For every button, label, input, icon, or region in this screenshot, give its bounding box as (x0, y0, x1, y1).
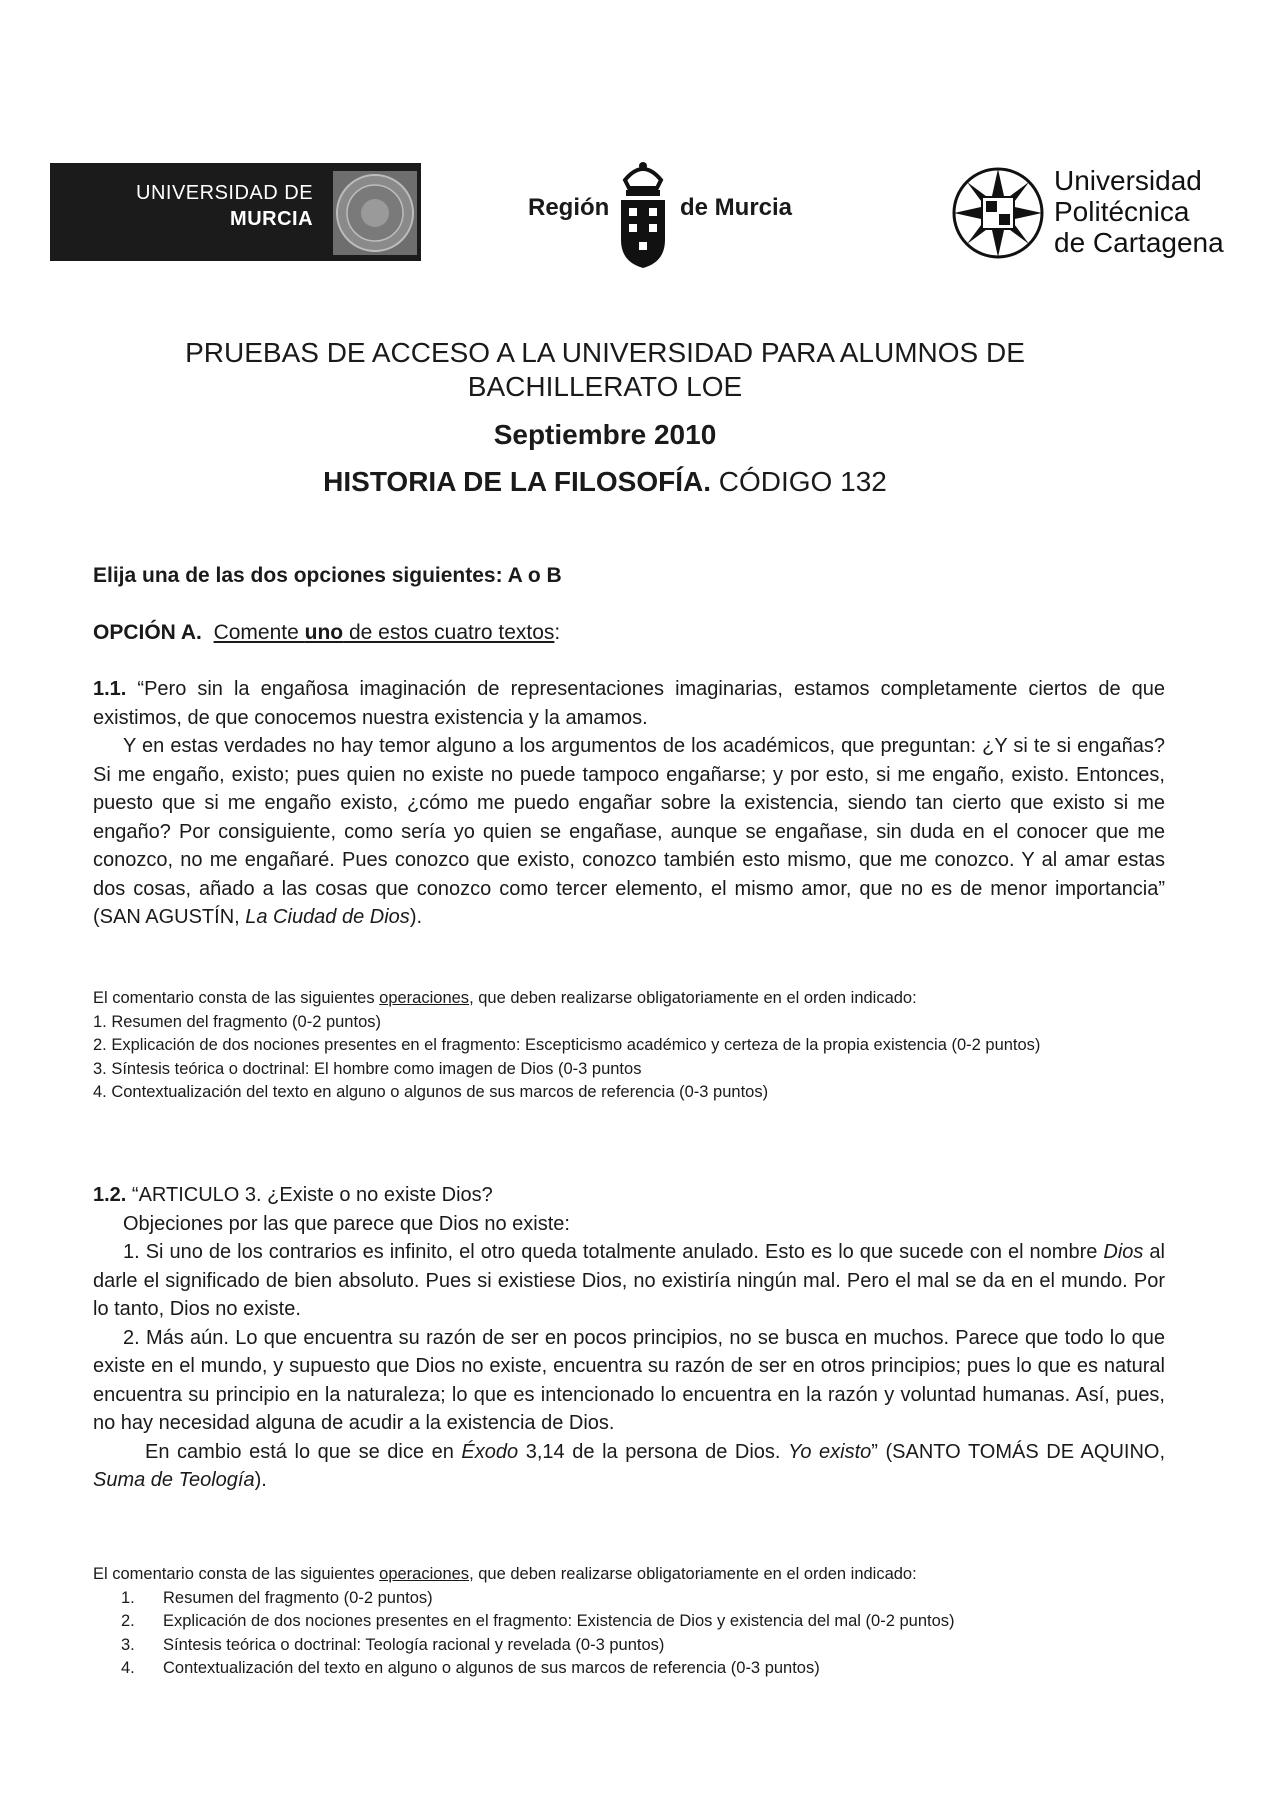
text-1-2 (93, 1181, 1165, 1495)
universidad-murcia-logo (50, 163, 421, 261)
objection-1: 1. Si uno de los contrarios es infinito, el otro queda totalmente anulado. Esto es lo que sucede con el nombre Dios al darle el significado de bien absoluto. Pues si existiese Dios, no existiría ningún mal. Pero el mal se da en el mundo. Por lo tanto, Dios no existe. (93, 1241, 1165, 1320)
option-instruction-1: Comente (213, 621, 305, 644)
compass-emblem-icon (952, 167, 1044, 259)
text-1-2-heading: “ARTICULO 3. ¿Existe o no existe Dios? (126, 1184, 493, 1206)
logo-rm-left: Región (528, 194, 610, 221)
subject-name: HISTORIA DE LA FILOSOFÍA. (323, 466, 711, 497)
citation-post: ). (409, 906, 423, 928)
instruction-choose: Elija una de las dos opciones siguientes: A o B (93, 564, 562, 587)
region-murcia-logo (528, 158, 798, 270)
exam-title-line2: BACHILLERATO LOE (467, 371, 743, 402)
citation-pre: (SAN AGUSTÍN, (93, 906, 246, 928)
logo-rm-right: de Murcia (680, 194, 793, 221)
option-a-heading (93, 619, 1165, 648)
sed-contra: En cambio está lo que se dice en Éxodo 3,14 de la persona de Dios. Yo existo” (SANTO TOMÁS DE AQUINO, Suma de Teología). (93, 1440, 1166, 1491)
seal-icon (333, 171, 417, 255)
operations-intro: El comentario consta de las siguientes operaciones, que deben realizarse obligatoriamente en el orden indicado: (93, 1565, 917, 1583)
subject-code: CÓDIGO 132 (711, 466, 887, 497)
operation-item: 1. Resumen del fragmento (0-2 puntos) (93, 1012, 381, 1031)
operation-item: 1. Resumen del fragmento (0-2 puntos) (121, 1588, 433, 1607)
operations-list-2 (93, 1563, 1165, 1681)
logo-upct-line1: Universidad (1054, 165, 1202, 196)
text-number: 1.1. (93, 678, 127, 700)
operation-item: 2. Explicación de dos nociones presentes en el fragmento: Escepticismo académico y certeza de la propia existencia (0-2 puntos) (93, 1036, 1041, 1054)
citation-work: La Ciudad de Dios (245, 906, 410, 928)
logo-um-line1: UNIVERSIDAD DE (136, 182, 314, 204)
operation-item: 3. Síntesis teórica o doctrinal: Teología racional y revelada (0-3 puntos) (121, 1635, 665, 1654)
text-1-1 (93, 675, 1165, 932)
coat-of-arms-icon (613, 158, 673, 270)
operations-intro: El comentario consta de las siguientes operaciones, que deben realizarse obligatoriamente en el orden indicado: (93, 989, 917, 1007)
logo-upct-line3: de Cartagena (1054, 227, 1224, 258)
operation-item: 3. Síntesis teórica o doctrinal: El hombre como imagen de Dios (0-3 puntos (93, 1059, 642, 1078)
text-1-1-para2: Y en estas verdades no hay temor alguno a los argumentos de los académicos, que preguntan: ¿Y si te si engañas? Si me engaño, existo; pues quien no existe no puede tampoco engañarse; y por esto, si me engaño, existo. Entonces, puesto que si me engaño existo, ¿cómo me puedo engañar sobre la existencia, siendo tan cierto que existo si me engaño? Por consiguiente, como sería yo quien se engañase, aunque se engañase, sin duda en el conocer que me conozco, no me engañaré. Pues conozco que existo, conozco también esto mismo, que me conozco. Y al amar estas dos cosas, añado a las cosas que conozco como tercer elemento, el mismo amor, que no es de menor importancia” (93, 735, 1165, 900)
exam-date: Septiembre 2010 (493, 419, 717, 450)
objections-intro: Objeciones por las que parece que Dios no existe: (123, 1212, 570, 1235)
operation-item: 4. Contextualización del texto en alguno o algunos de sus marcos de referencia (0-3 puntos) (93, 1083, 769, 1101)
operation-item: 2. Explicación de dos nociones presentes en el fragmento: Existencia de Dios y existencia del mal (0-2 puntos) (121, 1612, 955, 1630)
option-instruction-bold: uno (304, 621, 344, 644)
exam-subject (0, 466, 1210, 498)
option-colon: : (554, 621, 561, 644)
exam-title (0, 336, 1210, 404)
objection-2: 2. Más aún. Lo que encuentra su razón de ser en pocos principios, no se busca en muchos. Parece que todo lo que existe en el mundo, y supuesto que Dios no existe, encuentra su razón de ser en otros principios; pues lo que es natural encuentra su principio en la naturaleza; lo que es intencionado lo encuentra en la razón y voluntad humanas. Así, pues, no hay necesidad alguna de acudir a la existencia de Dios. (93, 1326, 1165, 1434)
text-number: 1.2. (93, 1184, 127, 1206)
upct-logo (952, 165, 1234, 261)
operations-list-1 (93, 987, 1165, 1105)
option-label: OPCIÓN A. (93, 621, 202, 644)
logo-upct-line2: Politécnica (1054, 196, 1190, 227)
text-1-1-para1: “Pero sin la engañosa imaginación de representaciones imaginarias, estamos completamente ciertos de que existimos, de que conocemos nuestra existencia y la amamos. (93, 678, 1165, 729)
operation-item: 4. Contextualización del texto en alguno o algunos de sus marcos de referencia (0-3 puntos) (121, 1659, 820, 1677)
option-instruction-2: de estos cuatro textos (343, 621, 555, 644)
exam-title-line1: PRUEBAS DE ACCESO A LA UNIVERSIDAD PARA ALUMNOS DE (185, 337, 1025, 368)
logo-um-line2: MURCIA (230, 208, 314, 230)
